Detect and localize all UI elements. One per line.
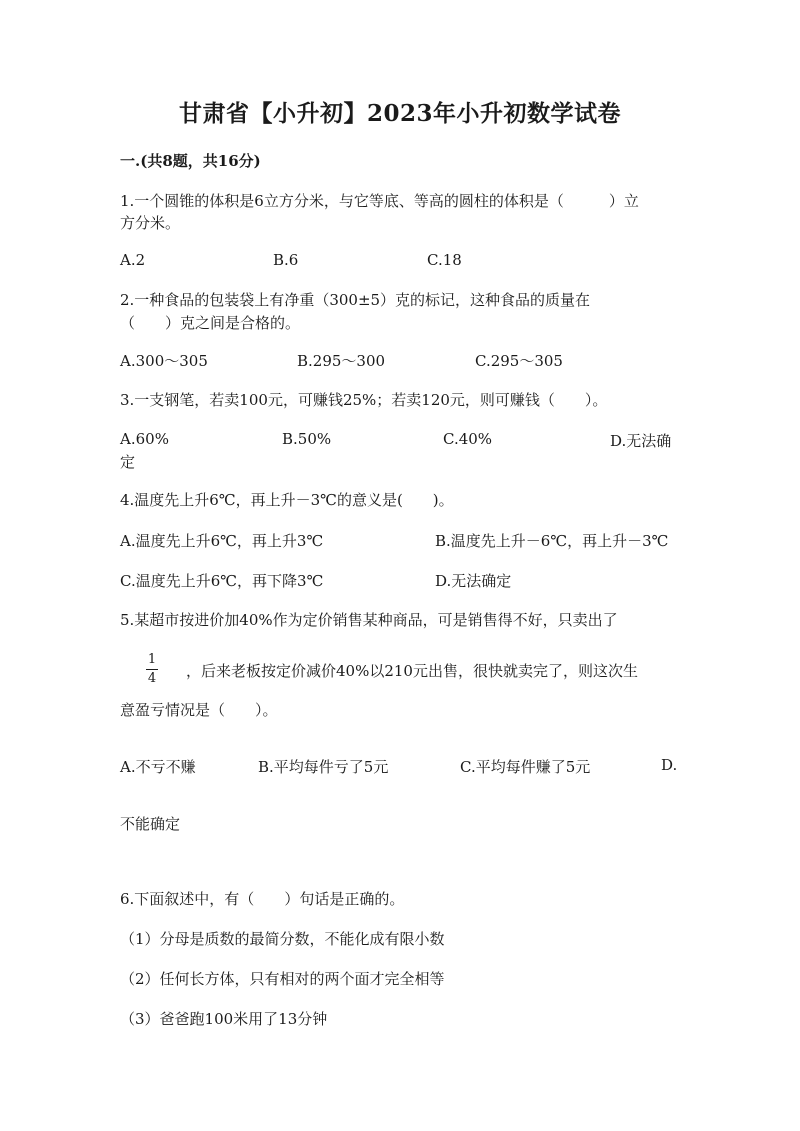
question-6-statement-1: （1）分母是质数的最简分数，不能化成有限小数 (120, 930, 445, 948)
question-3-option-d: D.无法确 (610, 432, 672, 450)
question-3-option-b: B.50% (282, 430, 332, 448)
question-3-text: 3.一支钢笔，若卖100元，可赚钱25%；若卖120元，则可赚钱（ ）。 (120, 391, 608, 409)
question-2-text-cont: （ ）克之间是合格的。 (120, 314, 301, 332)
fraction-one-quarter (143, 652, 161, 687)
question-5-option-d: D. (661, 756, 678, 774)
question-3-option-a: A.60% (120, 430, 169, 448)
question-5-text-cont: ，后来老板按定价减价40%以210元出售，很快就卖完了，则这次生 (186, 662, 638, 680)
question-4-option-a: A.温度先上升6℃，再上升3℃ (120, 532, 324, 550)
question-2-text: 2.一种食品的包装袋上有净重（300±5）克的标记，这种食品的质量在 (120, 291, 591, 309)
question-1-option-a: A.2 (120, 251, 146, 269)
question-4-option-d: D.无法确定 (435, 572, 512, 590)
question-2-option-c: C.295～305 (475, 352, 563, 370)
section-heading: 一.(共8题，共16分) (120, 152, 261, 170)
question-6-text: 6.下面叙述中，有（ ）句话是正确的。 (120, 890, 405, 908)
question-6-statement-3: （3）爸爸跑100米用了13分钟 (120, 1010, 328, 1028)
question-5-option-d-cont: 不能确定 (120, 815, 181, 833)
question-1-option-c: C.18 (427, 251, 462, 269)
question-2-option-a: A.300～305 (120, 352, 208, 370)
question-4-option-b: B.温度先上升－6℃，再上升－3℃ (435, 532, 669, 550)
question-6-statement-2: （2）任何长方体，只有相对的两个面才完全相等 (120, 970, 445, 988)
question-4-option-c: C.温度先上升6℃，再下降3℃ (120, 572, 324, 590)
question-5-option-b: B.平均每件亏了5元 (258, 758, 389, 776)
question-5-text-cont-2: 意盈亏情况是（ ）。 (120, 701, 278, 719)
question-5-option-a: A.不亏不赚 (120, 758, 196, 776)
exam-title: 甘肃省【小升初】2023年小升初数学试卷 (178, 100, 621, 127)
fraction-denominator: 4 (147, 671, 157, 686)
question-5-text: 5.某超市按进价加40%作为定价销售某种商品，可是销售得不好，只卖出了 (120, 611, 618, 629)
question-1-text: 1.一个圆锥的体积是6立方分米，与它等底、等高的圆柱的体积是（ ）立 (120, 192, 639, 210)
question-3-option-d-cont: 定 (120, 453, 136, 471)
question-3-option-c: C.40% (443, 430, 493, 448)
fraction-bar (146, 669, 158, 670)
question-5-option-c: C.平均每件赚了5元 (460, 758, 591, 776)
question-2-option-b: B.295～300 (297, 352, 386, 370)
fraction-numerator: 1 (147, 652, 157, 667)
question-1-option-b: B.6 (273, 251, 299, 269)
question-1-text-cont: 方分米。 (120, 214, 181, 232)
question-4-text: 4.温度先上升6℃，再上升－3℃的意义是( )。 (120, 491, 454, 509)
